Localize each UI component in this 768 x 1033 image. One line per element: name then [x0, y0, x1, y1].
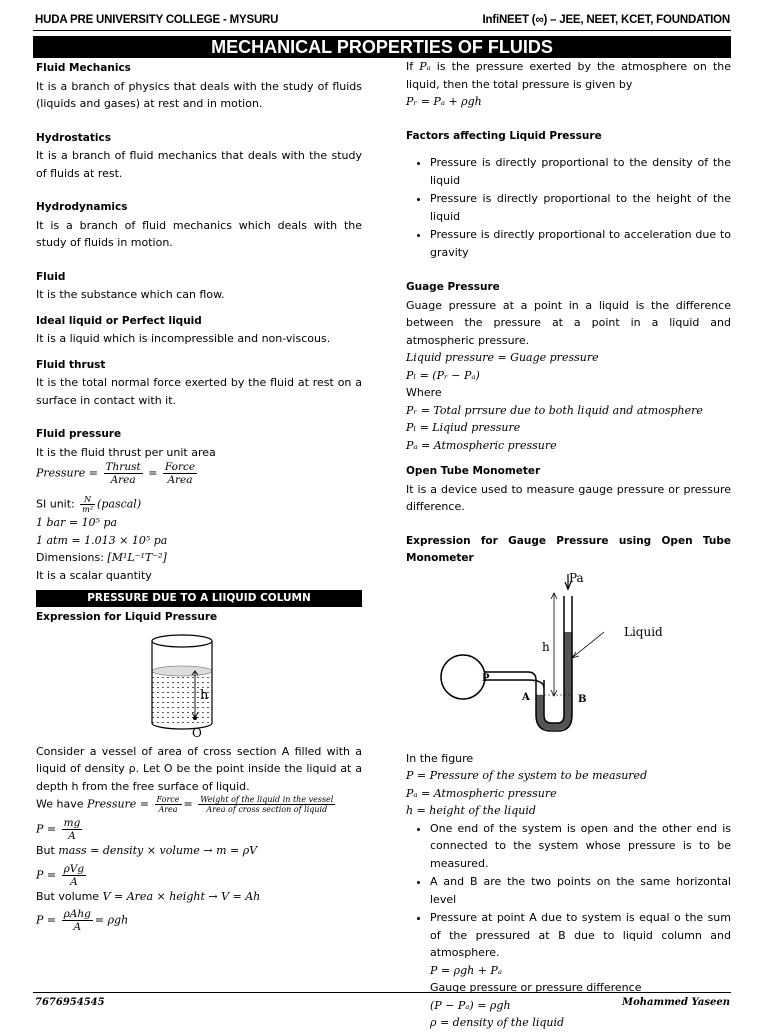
vessel-label-h: h: [200, 687, 209, 703]
footer-author: Mohammed Yaseen: [622, 997, 730, 1008]
list-item: • One end of the system is open and the other end is connected to the system whose pressure is to be measured.: [430, 820, 731, 873]
gauge-def3: Pₐ = Atmospheric pressure: [406, 438, 557, 452]
text-hydrostatics: It is a branch of fluid mechanics that deals with the study of fluids at rest.: [36, 149, 362, 180]
header-rule: [33, 30, 731, 31]
heading-fluid-pressure: Fluid pressure: [36, 428, 122, 440]
heading-ideal-liquid: Ideal liquid or Perfect liquid: [36, 314, 202, 327]
mass-relation: But mass = density × volume → m = ρV: [36, 844, 258, 857]
factors-list: [406, 154, 731, 261]
list-item: • Pressure at point A due to system is equal o the sum of the pressured at B due to liquid column and atmosphere. P = ρgh + Pₐ Gauge pressure or pressure difference (P − Pₐ) = ρgh ρ = density of the liquid: [430, 909, 731, 1032]
heading-factors: Factors affecting Liquid Pressure: [406, 129, 602, 142]
atm-relation: 1 atm = 1.013 × 10⁵ pa: [36, 533, 168, 547]
pressure-formula: Pressure = $\frac{\text{Thrust}}{\text{Area}}$ = $\frac{\text{Force}}{\text{Area}}$: [36, 461, 196, 486]
header-coaching: InfiNEET (∞) – JEE, NEET, KCET, FOUNDATION: [482, 14, 730, 26]
eq-final-rhogh: P = $\frac{\text{ρAhg}}{A}$ = ρgh: [36, 908, 129, 933]
pressure-bulb: [441, 655, 485, 699]
gauge-where: Where: [406, 386, 442, 399]
figure-def-h: h = height of the liquid: [406, 804, 536, 817]
list-item: • A and B are the two points on the same horizontal level: [430, 873, 731, 908]
vessel-figure: [36, 631, 362, 741]
text-gauge-pressure: Guage pressure at a point in a liquid is the difference between the pressure at a point in a liquid and atmospheric pressure.: [406, 298, 731, 347]
footer-phone: 7676954545: [35, 997, 105, 1008]
manometer-label-a: A: [522, 691, 530, 703]
left-column: [36, 60, 362, 933]
page-title: MECHANICAL PROPERTIES OF FLUIDS: [33, 36, 731, 58]
text-hydrodynamics: It is a branch of fluid mechanics which deals with the study of fluids in motion.: [36, 218, 362, 249]
text-open-tube-monometer: It is a device used to measure gauge pressure or pressure difference.: [406, 482, 731, 513]
heading-open-tube-monometer: Open Tube Monometer: [406, 465, 541, 477]
header-college: HUDA PRE UNIVERSITY COLLEGE - MYSURU: [35, 14, 279, 26]
manometer-label-h: h: [542, 639, 550, 654]
heading-fluid-thrust: Fluid thrust: [36, 358, 106, 371]
gauge-eq2: Pₗ = (Pᵣ − Pₐ): [406, 368, 480, 382]
eq-rhovg-over-a: P = $\frac{\text{ρVg}}{A}$: [36, 862, 85, 888]
volume-relation: But volume V = Area × height → V = Ah: [36, 889, 261, 903]
gauge-def1: Pᵣ = Total prrsure due to both liquid and atmosphere: [406, 403, 703, 417]
list-item: • Pressure is directly proportional to the density of the liquid: [430, 154, 731, 189]
manometer-label-b: B: [578, 693, 587, 705]
manometer-label-p: P: [482, 672, 490, 684]
heading-hydrodynamics: Hydrodynamics: [36, 201, 128, 213]
manometer-label-pa: Pa: [569, 570, 584, 585]
manometer-eq2: (P − Pₐ) = ρgh: [430, 998, 511, 1012]
derivation-we-have: We have Pressure = $\frac{\text{Force}}{\text{Area}}$ = $\frac{\text{Weight of the liquid in the vessel}}{\text{Area of cross section of liquid}}$: [36, 795, 334, 814]
list-item: • Pressure is directly proportional to acceleration due to gravity: [430, 226, 731, 261]
heading-gauge-pressure: Guage Pressure: [406, 281, 500, 293]
eq-mg-over-a: P = $\frac{mg}{A}$: [36, 817, 81, 842]
gauge-pressure-line: Gauge pressure or pressure difference: [430, 981, 642, 994]
list-item: • Pressure is directly proportional to the height of the liquid: [430, 190, 731, 225]
text-ideal-liquid: It is a liquid which is incompressible and non-viscous.: [36, 332, 331, 345]
heading-expression-liquid-pressure: Expression for Liquid Pressure: [36, 611, 218, 623]
vessel-label-o: O: [192, 725, 202, 740]
gauge-def2: Pₗ = Liqiud pressure: [406, 421, 521, 434]
dimensions: Dimensions: [M¹L⁻¹T⁻²]: [36, 551, 167, 564]
section-bar-liquid-column: PRESSURE DUE TO A LIIQUID COLUMN: [36, 590, 362, 607]
text-fluid-pressure: It is the fluid thrust per unit area: [36, 445, 216, 459]
total-pressure-eq: Pᵣ = Pₐ + ρgh: [406, 95, 482, 108]
text-fluid-mechanics: It is a branch of physics that deals with the study of fluids (liquids and gases) at rest and in motion.: [36, 79, 362, 110]
derivation-intro: Consider a vessel of area of cross section A filled with a liquid of density ρ. Let O be the point inside the liquid at a depth h from the free surface of liquid.: [36, 744, 362, 793]
si-unit: SI unit: $\frac{N}{\text{m²}}$ (pascal): [36, 495, 142, 514]
heading-fluid-mechanics: Fluid Mechanics: [36, 62, 131, 74]
manometer-eq1: P = ρgh + Pₐ: [430, 963, 502, 977]
text-fluid: It is the substance which can flow.: [36, 288, 225, 301]
gauge-eq1: Liquid pressure = Guage pressure: [406, 351, 599, 364]
total-pressure-intro: If Pₐ is the pressure exerted by the atmosphere on the liquid, then the total pressure is given by: [406, 60, 731, 91]
figure-def-p: P = Pressure of the system to be measured: [406, 769, 648, 782]
footer-rule: [33, 992, 731, 993]
manometer-figure: [406, 570, 731, 750]
bar-relation: 1 bar = 10⁵ pa: [36, 516, 118, 529]
right-column: [406, 58, 731, 1033]
heading-hydrostatics: Hydrostatics: [36, 131, 111, 144]
heading-fluid: Fluid: [36, 270, 66, 283]
manometer-label-liquid: Liquid: [624, 624, 663, 639]
figure-def-pa: Pₐ = Atmospheric pressure: [406, 786, 557, 800]
scalar-note: It is a scalar quantity: [36, 568, 152, 582]
text-fluid-thrust: It is the total normal force exerted by the fluid at rest on a surface in contact with it.: [36, 376, 362, 407]
manometer-eq3: ρ = density of the liquid: [430, 1016, 565, 1029]
heading-expression-gauge: Expression for Gauge Pressure using Open Tube Monometer: [406, 534, 731, 564]
figure-intro: In the figure: [406, 751, 474, 765]
